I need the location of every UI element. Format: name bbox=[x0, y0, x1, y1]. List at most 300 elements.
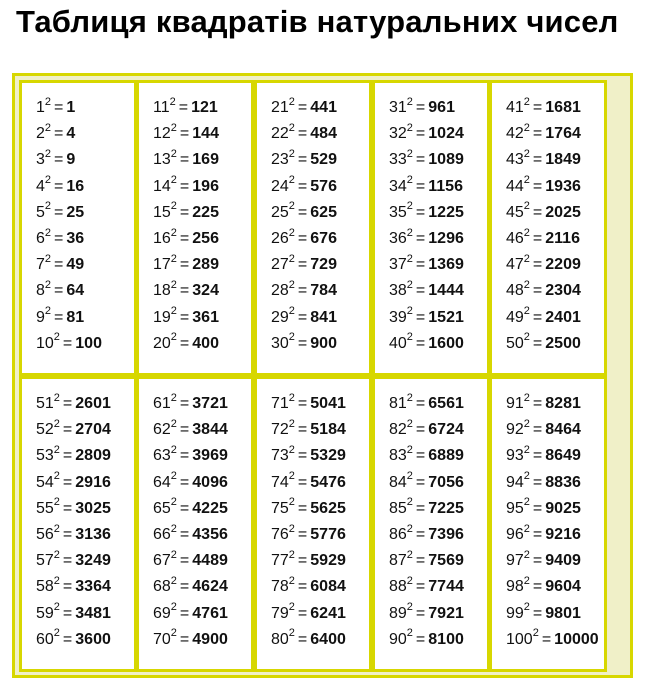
squares-list bbox=[153, 391, 228, 653]
square-value: 4096 bbox=[192, 473, 228, 491]
exponent: 2 bbox=[406, 148, 413, 161]
equals-sign: = bbox=[532, 525, 543, 543]
square-value: 16 bbox=[66, 177, 85, 195]
square-value: 3721 bbox=[192, 395, 228, 412]
base-number: 23 bbox=[271, 151, 289, 169]
equals-sign: = bbox=[62, 447, 73, 465]
exponent: 2 bbox=[44, 148, 52, 161]
equals-sign: = bbox=[532, 99, 543, 116]
square-value: 36 bbox=[66, 229, 85, 247]
square-value: 1089 bbox=[428, 151, 464, 169]
exponent: 2 bbox=[406, 305, 413, 318]
equals-sign: = bbox=[54, 177, 64, 195]
exponent: 2 bbox=[406, 226, 413, 239]
equals-sign: = bbox=[532, 308, 543, 326]
base-number: 16 bbox=[153, 229, 171, 247]
exponent: 2 bbox=[523, 174, 530, 187]
base-number: 77 bbox=[271, 552, 289, 570]
squares-list bbox=[389, 95, 464, 357]
square-value: 5041 bbox=[310, 395, 346, 412]
exponent: 2 bbox=[44, 121, 52, 134]
square-entry bbox=[271, 147, 337, 173]
exponent: 2 bbox=[288, 391, 295, 404]
square-value: 169 bbox=[192, 151, 219, 169]
base-number: 78 bbox=[271, 578, 289, 596]
square-value: 81 bbox=[66, 308, 85, 326]
square-entry bbox=[36, 443, 111, 469]
square-entry bbox=[36, 417, 111, 443]
square-entry bbox=[389, 147, 464, 173]
base-number: 55 bbox=[36, 499, 54, 517]
equals-sign: = bbox=[415, 630, 426, 648]
equals-sign: = bbox=[297, 578, 308, 596]
exponent: 2 bbox=[406, 200, 413, 213]
base-number: 84 bbox=[389, 473, 407, 491]
square-value: 2916 bbox=[75, 473, 111, 491]
square-value: 484 bbox=[310, 125, 337, 143]
square-value: 900 bbox=[310, 334, 337, 352]
square-entry bbox=[153, 574, 228, 600]
squares-list bbox=[36, 95, 102, 357]
exponent: 2 bbox=[53, 496, 60, 509]
square-entry bbox=[153, 331, 219, 357]
equals-sign: = bbox=[179, 177, 190, 195]
exponent: 2 bbox=[288, 278, 295, 291]
base-number: 30 bbox=[271, 334, 289, 352]
square-value: 64 bbox=[66, 282, 85, 300]
square-entry bbox=[506, 601, 599, 627]
square-entry bbox=[271, 574, 346, 600]
square-value: 10000 bbox=[554, 630, 599, 648]
exponent: 2 bbox=[170, 496, 177, 509]
exponent: 2 bbox=[406, 470, 413, 483]
base-number: 73 bbox=[271, 447, 289, 465]
equals-sign: = bbox=[62, 552, 73, 570]
square-value: 4356 bbox=[192, 525, 228, 543]
base-number: 91 bbox=[506, 395, 524, 412]
square-value: 1296 bbox=[428, 229, 464, 247]
square-entry bbox=[271, 548, 346, 574]
exponent: 2 bbox=[406, 331, 413, 344]
base-number: 11 bbox=[153, 99, 170, 116]
square-value: 3364 bbox=[75, 578, 111, 596]
equals-sign: = bbox=[532, 229, 543, 247]
square-entry bbox=[506, 417, 599, 443]
square-entry bbox=[389, 443, 464, 469]
exponent: 2 bbox=[44, 95, 52, 108]
base-number: 35 bbox=[389, 203, 407, 221]
exponent: 2 bbox=[53, 391, 60, 404]
square-entry bbox=[506, 147, 581, 173]
base-number: 92 bbox=[506, 421, 524, 439]
squares-list bbox=[389, 391, 464, 653]
exponent: 2 bbox=[288, 200, 295, 213]
base-number: 25 bbox=[271, 203, 289, 221]
square-value: 4225 bbox=[192, 499, 228, 517]
base-number: 65 bbox=[153, 499, 171, 517]
base-number: 52 bbox=[36, 421, 54, 439]
equals-sign: = bbox=[532, 473, 543, 491]
base-number: 42 bbox=[506, 125, 524, 143]
exponent: 2 bbox=[288, 226, 295, 239]
exponent: 2 bbox=[523, 444, 530, 457]
equals-sign: = bbox=[54, 256, 64, 274]
square-entry bbox=[153, 548, 228, 574]
base-number: 87 bbox=[389, 552, 407, 570]
square-entry bbox=[36, 147, 102, 173]
base-number: 6 bbox=[36, 229, 45, 247]
square-value: 7921 bbox=[428, 604, 464, 622]
square-entry bbox=[506, 278, 581, 304]
exponent: 2 bbox=[170, 391, 177, 404]
base-number: 1 bbox=[36, 99, 45, 116]
base-number: 17 bbox=[153, 256, 171, 274]
square-value: 841 bbox=[310, 308, 337, 326]
exponent: 2 bbox=[406, 627, 413, 640]
equals-sign: = bbox=[179, 578, 190, 596]
squares-list bbox=[506, 391, 599, 653]
base-number: 54 bbox=[36, 473, 54, 491]
base-number: 68 bbox=[153, 578, 171, 596]
square-entry bbox=[389, 417, 464, 443]
base-number: 80 bbox=[271, 630, 289, 648]
exponent: 2 bbox=[288, 601, 295, 614]
square-value: 1 bbox=[66, 99, 76, 116]
exponent: 2 bbox=[406, 278, 413, 291]
square-entry bbox=[506, 496, 599, 522]
equals-sign: = bbox=[179, 395, 190, 412]
exponent: 2 bbox=[523, 148, 530, 161]
equals-sign: = bbox=[179, 604, 190, 622]
base-number: 61 bbox=[153, 395, 171, 412]
square-entry bbox=[271, 391, 346, 417]
exponent: 2 bbox=[44, 278, 52, 291]
square-value: 6084 bbox=[310, 578, 346, 596]
equals-sign: = bbox=[415, 308, 426, 326]
equals-sign: = bbox=[297, 499, 308, 517]
square-entry bbox=[506, 252, 581, 278]
exponent: 2 bbox=[44, 174, 52, 187]
equals-sign: = bbox=[415, 256, 426, 274]
square-value: 361 bbox=[192, 308, 219, 326]
square-value: 2304 bbox=[545, 282, 581, 300]
exponent: 2 bbox=[53, 522, 60, 535]
square-value: 8836 bbox=[545, 473, 581, 491]
exponent: 2 bbox=[53, 417, 60, 430]
squares-list bbox=[153, 95, 219, 357]
equals-sign: = bbox=[62, 525, 73, 543]
exponent: 2 bbox=[523, 417, 530, 430]
exponent: 2 bbox=[288, 331, 295, 344]
square-entry bbox=[389, 278, 464, 304]
square-entry bbox=[153, 522, 228, 548]
exponent: 2 bbox=[523, 496, 530, 509]
square-value: 25 bbox=[66, 203, 85, 221]
square-value: 5184 bbox=[310, 421, 346, 439]
square-entry bbox=[506, 574, 599, 600]
square-entry bbox=[271, 252, 337, 278]
square-entry bbox=[153, 305, 219, 331]
square-entry bbox=[271, 278, 337, 304]
square-value: 2601 bbox=[75, 395, 111, 412]
equals-sign: = bbox=[415, 125, 426, 143]
equals-sign: = bbox=[62, 499, 73, 517]
square-entry bbox=[506, 305, 581, 331]
equals-sign: = bbox=[415, 447, 426, 465]
base-number: 22 bbox=[271, 125, 289, 143]
equals-sign: = bbox=[179, 308, 190, 326]
equals-sign: = bbox=[54, 282, 64, 300]
square-entry bbox=[389, 627, 464, 653]
page-title: Таблиця квадратів натуральних чисел bbox=[16, 4, 619, 39]
equals-sign: = bbox=[415, 395, 426, 412]
exponent: 2 bbox=[523, 305, 530, 318]
square-entry bbox=[36, 331, 102, 357]
square-value: 1024 bbox=[428, 125, 464, 143]
exponent: 2 bbox=[288, 417, 295, 430]
square-value: 324 bbox=[192, 282, 219, 300]
square-entry bbox=[271, 174, 337, 200]
square-value: 121 bbox=[191, 99, 218, 116]
exponent: 2 bbox=[53, 331, 60, 344]
exponent: 2 bbox=[170, 252, 177, 265]
exponent: 2 bbox=[170, 417, 177, 430]
base-number: 34 bbox=[389, 177, 407, 195]
exponent: 2 bbox=[53, 627, 60, 640]
equals-sign: = bbox=[179, 151, 190, 169]
exponent: 2 bbox=[53, 444, 60, 457]
base-number: 85 bbox=[389, 499, 407, 517]
equals-sign: = bbox=[62, 630, 73, 648]
equals-sign: = bbox=[297, 125, 308, 143]
base-number: 39 bbox=[389, 308, 407, 326]
square-value: 2116 bbox=[545, 229, 580, 247]
base-number: 89 bbox=[389, 604, 407, 622]
square-value: 2704 bbox=[75, 421, 111, 439]
exponent: 2 bbox=[53, 601, 60, 614]
equals-sign: = bbox=[297, 282, 308, 300]
square-entry bbox=[153, 174, 219, 200]
square-entry bbox=[36, 121, 102, 147]
base-number: 24 bbox=[271, 177, 289, 195]
base-number: 45 bbox=[506, 203, 524, 221]
equals-sign: = bbox=[62, 604, 73, 622]
square-value: 5329 bbox=[310, 447, 346, 465]
base-number: 33 bbox=[389, 151, 407, 169]
base-number: 86 bbox=[389, 525, 407, 543]
square-entry bbox=[36, 522, 111, 548]
base-number: 83 bbox=[389, 447, 407, 465]
exponent: 2 bbox=[288, 252, 295, 265]
square-entry bbox=[506, 200, 581, 226]
square-entry bbox=[389, 331, 464, 357]
base-number: 76 bbox=[271, 525, 289, 543]
square-entry bbox=[153, 226, 219, 252]
exponent: 2 bbox=[170, 601, 177, 614]
base-number: 62 bbox=[153, 421, 171, 439]
square-entry bbox=[36, 391, 111, 417]
base-number: 8 bbox=[36, 282, 45, 300]
equals-sign: = bbox=[532, 203, 543, 221]
square-entry bbox=[36, 548, 111, 574]
square-value: 7056 bbox=[428, 473, 464, 491]
equals-sign: = bbox=[415, 578, 426, 596]
exponent: 2 bbox=[406, 601, 413, 614]
exponent: 2 bbox=[44, 252, 52, 265]
exponent: 2 bbox=[170, 174, 177, 187]
base-number: 90 bbox=[389, 630, 407, 648]
square-entry bbox=[271, 95, 337, 121]
equals-sign: = bbox=[179, 125, 190, 143]
square-value: 3481 bbox=[75, 604, 111, 622]
base-number: 94 bbox=[506, 473, 524, 491]
exponent: 2 bbox=[406, 391, 413, 404]
square-entry bbox=[271, 470, 346, 496]
base-number: 98 bbox=[506, 578, 524, 596]
base-number: 72 bbox=[271, 421, 289, 439]
square-entry bbox=[506, 331, 581, 357]
exponent: 2 bbox=[406, 174, 413, 187]
equals-sign: = bbox=[62, 473, 73, 491]
base-number: 19 bbox=[153, 308, 171, 326]
exponent: 2 bbox=[53, 548, 60, 561]
square-value: 225 bbox=[192, 203, 219, 221]
base-number: 7 bbox=[36, 256, 45, 274]
equals-sign: = bbox=[297, 447, 308, 465]
square-entry bbox=[506, 470, 599, 496]
equals-sign: = bbox=[297, 203, 308, 221]
square-value: 5625 bbox=[310, 499, 346, 517]
equals-sign: = bbox=[532, 421, 543, 439]
exponent: 2 bbox=[532, 627, 539, 640]
square-value: 6889 bbox=[428, 447, 464, 465]
exponent: 2 bbox=[523, 391, 530, 404]
equals-sign: = bbox=[532, 256, 543, 274]
equals-sign: = bbox=[179, 630, 190, 648]
equals-sign: = bbox=[415, 499, 426, 517]
square-value: 1156 bbox=[428, 177, 463, 195]
equals-sign: = bbox=[532, 282, 543, 300]
squares-block bbox=[136, 376, 254, 672]
square-value: 2401 bbox=[545, 308, 581, 326]
square-entry bbox=[271, 226, 337, 252]
base-number: 53 bbox=[36, 447, 54, 465]
base-number: 88 bbox=[389, 578, 407, 596]
square-value: 3969 bbox=[192, 447, 228, 465]
base-number: 74 bbox=[271, 473, 289, 491]
square-entry bbox=[506, 627, 599, 653]
square-entry bbox=[389, 305, 464, 331]
base-number: 10 bbox=[36, 334, 54, 352]
base-number: 71 bbox=[271, 395, 289, 412]
square-value: 289 bbox=[192, 256, 219, 274]
squares-list bbox=[36, 391, 111, 653]
square-entry bbox=[271, 496, 346, 522]
square-value: 4900 bbox=[192, 630, 228, 648]
base-number: 81 bbox=[389, 395, 407, 412]
square-value: 9604 bbox=[545, 578, 581, 596]
square-entry bbox=[153, 252, 219, 278]
equals-sign: = bbox=[54, 308, 64, 326]
equals-sign: = bbox=[532, 151, 543, 169]
exponent: 2 bbox=[170, 470, 177, 483]
exponent: 2 bbox=[523, 548, 530, 561]
square-value: 5476 bbox=[310, 473, 346, 491]
exponent: 2 bbox=[288, 148, 295, 161]
square-value: 6561 bbox=[428, 395, 464, 412]
base-number: 9 bbox=[36, 308, 45, 326]
squares-block bbox=[254, 376, 372, 672]
exponent: 2 bbox=[170, 148, 177, 161]
square-value: 49 bbox=[66, 256, 85, 274]
equals-sign: = bbox=[532, 604, 543, 622]
square-value: 9409 bbox=[545, 552, 581, 570]
square-entry bbox=[36, 200, 102, 226]
equals-sign: = bbox=[532, 578, 543, 596]
base-number: 2 bbox=[36, 125, 45, 143]
square-value: 9801 bbox=[545, 604, 581, 622]
square-entry bbox=[153, 627, 228, 653]
square-value: 7396 bbox=[428, 525, 464, 543]
equals-sign: = bbox=[415, 229, 426, 247]
square-entry bbox=[389, 522, 464, 548]
exponent: 2 bbox=[523, 95, 530, 108]
square-value: 1681 bbox=[545, 99, 581, 116]
equals-sign: = bbox=[532, 125, 543, 143]
square-value: 1764 bbox=[545, 125, 581, 143]
square-value: 8649 bbox=[545, 447, 581, 465]
exponent: 2 bbox=[44, 200, 52, 213]
square-entry bbox=[153, 200, 219, 226]
equals-sign: = bbox=[297, 334, 308, 352]
square-entry bbox=[389, 95, 464, 121]
exponent: 2 bbox=[523, 331, 530, 344]
base-number: 36 bbox=[389, 229, 407, 247]
equals-sign: = bbox=[532, 334, 543, 352]
square-entry bbox=[271, 522, 346, 548]
square-entry bbox=[153, 147, 219, 173]
square-value: 3025 bbox=[75, 499, 111, 517]
square-value: 4624 bbox=[192, 578, 228, 596]
square-entry bbox=[389, 252, 464, 278]
exponent: 2 bbox=[523, 252, 530, 265]
equals-sign: = bbox=[297, 229, 308, 247]
exponent: 2 bbox=[288, 305, 295, 318]
equals-sign: = bbox=[532, 552, 543, 570]
equals-sign: = bbox=[62, 334, 73, 352]
base-number: 12 bbox=[153, 125, 171, 143]
square-entry bbox=[36, 601, 111, 627]
exponent: 2 bbox=[53, 470, 60, 483]
equals-sign: = bbox=[179, 203, 190, 221]
exponent: 2 bbox=[44, 305, 52, 318]
equals-sign: = bbox=[415, 177, 426, 195]
equals-sign: = bbox=[62, 395, 73, 412]
square-value: 4489 bbox=[192, 552, 228, 570]
equals-sign: = bbox=[297, 395, 308, 412]
base-number: 38 bbox=[389, 282, 407, 300]
square-value: 961 bbox=[428, 99, 455, 116]
square-entry bbox=[271, 121, 337, 147]
equals-sign: = bbox=[179, 334, 190, 352]
equals-sign: = bbox=[179, 421, 190, 439]
square-value: 1444 bbox=[428, 282, 464, 300]
equals-sign: = bbox=[415, 334, 426, 352]
square-entry bbox=[271, 305, 337, 331]
square-value: 3600 bbox=[75, 630, 111, 648]
equals-sign: = bbox=[532, 499, 543, 517]
squares-list bbox=[271, 95, 337, 357]
